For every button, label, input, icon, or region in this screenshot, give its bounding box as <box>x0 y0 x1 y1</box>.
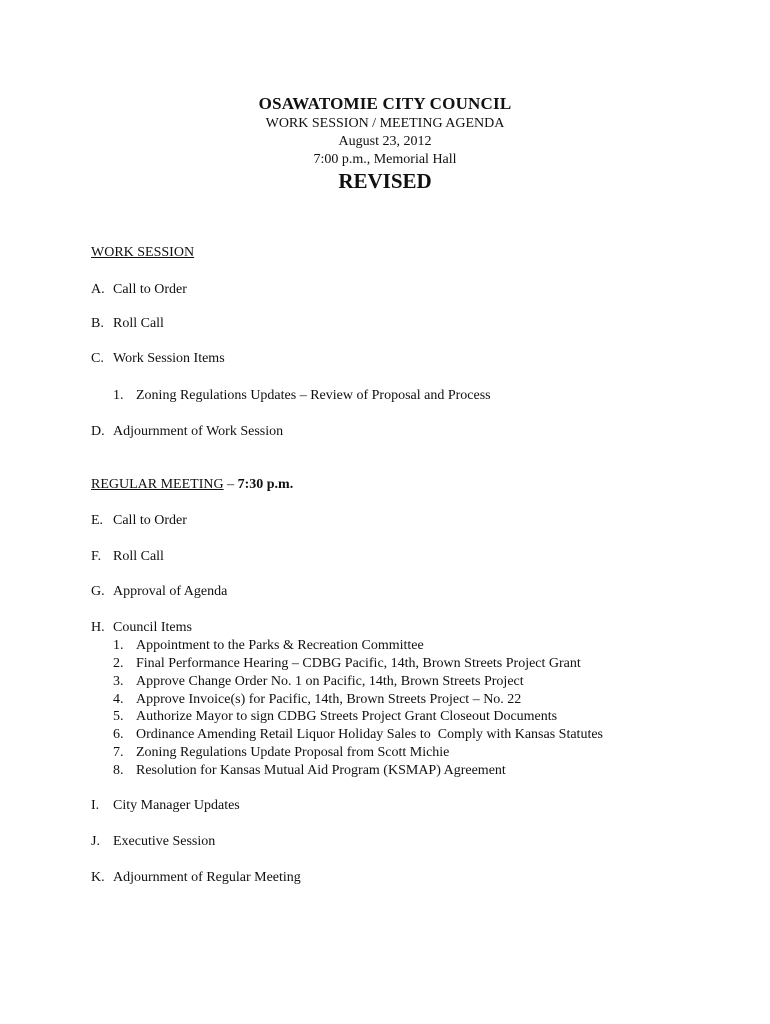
item-text: Work Session Items <box>113 351 225 366</box>
work-session-heading <box>91 245 194 261</box>
council-item-2 <box>113 656 581 672</box>
sub-item-text: Zoning Regulations Update Proposal from Scott Michie <box>136 745 450 760</box>
item-text: City Manager Updates <box>113 798 240 813</box>
regular-meeting-heading <box>91 477 293 493</box>
sub-item-number: 2. <box>113 656 124 671</box>
meeting-date: August 23, 2012 <box>338 134 432 149</box>
agenda-item-a <box>91 282 187 298</box>
sub-item-number: 1. <box>113 638 124 653</box>
agenda-item-c <box>91 351 225 367</box>
sub-item-number: 7. <box>113 745 124 760</box>
sub-item-number: 3. <box>113 674 124 689</box>
agenda-subtitle: WORK SESSION / MEETING AGENDA <box>265 116 505 131</box>
item-text: Executive Session <box>113 834 216 849</box>
sub-item-number: 6. <box>113 727 124 742</box>
agenda-item-j <box>91 834 215 850</box>
council-item-7 <box>113 745 449 761</box>
item-letter: A. <box>91 282 105 297</box>
revised-label: REVISED <box>338 169 432 193</box>
sub-item-number: 1. <box>113 388 124 403</box>
sub-item-text: Authorize Mayor to sign CDBG Streets Project Grant Closeout Documents <box>136 709 558 724</box>
council-item-6 <box>113 727 603 743</box>
item-letter: D. <box>91 424 105 439</box>
heading-separator: – <box>223 477 238 492</box>
item-text: Call to Order <box>113 513 187 528</box>
item-letter: K. <box>91 870 105 885</box>
item-text: Roll Call <box>113 549 164 564</box>
item-text: Adjournment of Work Session <box>113 424 284 439</box>
agenda-item-g <box>91 584 227 600</box>
item-letter: H. <box>91 620 105 635</box>
agenda-item-d <box>91 424 283 440</box>
sub-item-text: Appointment to the Parks & Recreation Committee <box>136 638 424 653</box>
sub-item-number: 4. <box>113 692 124 707</box>
sub-item-text: Zoning Regulations Updates – Review of Proposal and Process <box>136 388 491 403</box>
item-text: Approval of Agenda <box>113 584 228 599</box>
agenda-item-b <box>91 316 164 332</box>
regular-meeting-time: 7:30 p.m. <box>237 477 294 492</box>
sub-item-text: Resolution for Kansas Mutual Aid Program (KSMAP) Agreement <box>136 763 506 778</box>
council-item-4 <box>113 692 521 708</box>
item-letter: B. <box>91 316 104 331</box>
regular-meeting-heading-text: REGULAR MEETING <box>91 477 224 492</box>
item-letter: J. <box>91 834 100 849</box>
meeting-time-place: 7:00 p.m., Memorial Hall <box>313 152 457 167</box>
item-letter: F. <box>91 549 102 564</box>
council-item-5 <box>113 709 557 725</box>
council-item-1 <box>113 638 424 654</box>
sub-item-number: 5. <box>113 709 124 724</box>
item-letter: C. <box>91 351 104 366</box>
sub-item-text: Ordinance Amending Retail Liquor Holiday Sales to Comply with Kansas Statutes <box>136 727 603 742</box>
sub-item-text: Approve Invoice(s) for Pacific, 14th, Brown Streets Project – No. 22 <box>136 692 522 707</box>
council-item-3 <box>113 674 524 690</box>
agenda-item-i <box>91 798 240 814</box>
item-text: Call to Order <box>113 282 187 297</box>
item-letter: G. <box>91 584 105 599</box>
item-letter: I. <box>91 798 100 813</box>
item-letter: E. <box>91 513 104 528</box>
item-text: Roll Call <box>113 316 164 331</box>
agenda-item-h <box>91 620 192 636</box>
sub-item-text: Final Performance Hearing – CDBG Pacific, 14th, Brown Streets Project Grant <box>136 656 581 671</box>
agenda-item-f <box>91 549 164 565</box>
item-text: Adjournment of Regular Meeting <box>113 870 301 885</box>
agenda-item-k <box>91 870 301 886</box>
sub-item-text: Approve Change Order No. 1 on Pacific, 14th, Brown Streets Project <box>136 674 524 689</box>
agenda-item-e <box>91 513 187 529</box>
sub-item-number: 8. <box>113 763 124 778</box>
item-text: Council Items <box>113 620 192 635</box>
work-session-heading-text: WORK SESSION <box>91 245 195 260</box>
council-item-8 <box>113 763 506 779</box>
work-session-sub-item-1 <box>113 388 491 404</box>
council-title: OSAWATOMIE CITY COUNCIL <box>258 94 512 113</box>
